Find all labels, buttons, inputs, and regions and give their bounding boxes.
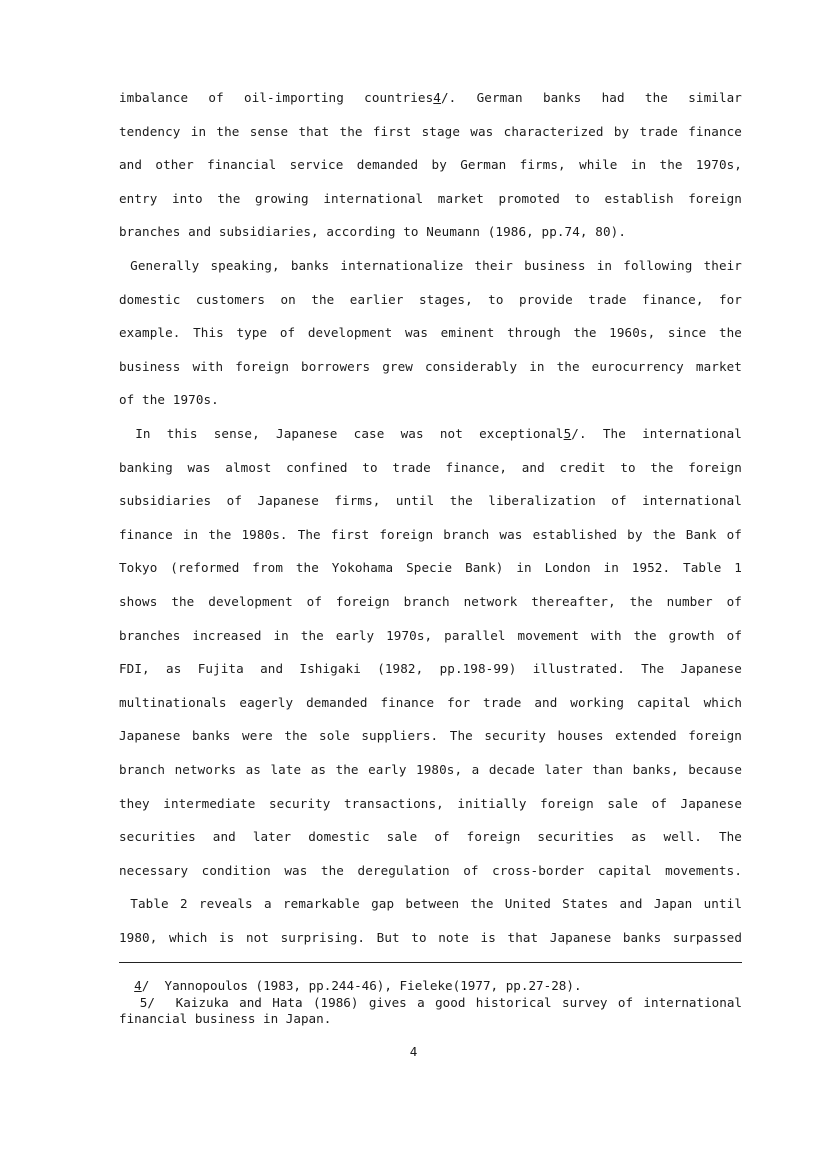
body-line	[119, 796, 742, 812]
footnote-text: / Yannopoulos (1983, pp.244-46), Fieleke(1977, pp.27-28).	[141, 978, 582, 993]
body-text: necessary condition was the deregulation of cross-border capital movements.	[119, 862, 742, 878]
body-text: imbalance of oil-importing countries	[119, 90, 434, 105]
body-text: 1980, which is not surprising. But to note is that Japanese banks surpassed	[119, 930, 742, 945]
body-text: Tokyo (reformed from the Yokohama Specie Bank) in London in 1952. Table 1	[119, 560, 742, 576]
body-text: they intermediate security transactions, initially foreign sale of Japanese	[119, 795, 742, 811]
body-line	[119, 728, 742, 744]
body-text: business with foreign borrowers grew considerably in the eurocurrency market	[119, 358, 742, 374]
footnote-reference: 5	[563, 426, 572, 441]
footnote-line	[119, 1011, 742, 1027]
body-text: shows the development of foreign branch network thereafter, the number of	[119, 594, 742, 609]
footnote-text: financial business in Japan.	[119, 1011, 332, 1026]
body-line	[119, 493, 742, 509]
footnote-rule	[119, 962, 742, 963]
body-text: Japanese banks were the sole suppliers. The security houses extended foreign	[119, 728, 742, 744]
footnote-line	[119, 995, 742, 1011]
body-text: tendency in the sense that the first stage was characterized by trade finance	[119, 123, 742, 139]
footnote-line	[119, 978, 742, 994]
body-line	[119, 124, 742, 140]
body-text: domestic customers on the earlier stages, to provide trade finance, for	[119, 291, 742, 307]
body-text: branches and subsidiaries, according to Neumann (1986, pp.74, 80).	[119, 224, 627, 240]
footnote-text	[119, 978, 134, 993]
body-line	[119, 258, 742, 274]
body-text: of the 1970s.	[119, 392, 219, 408]
body-line	[119, 224, 742, 240]
body-line	[119, 460, 742, 476]
body-text: subsidiaries of Japanese firms, until the liberalization of international	[119, 493, 742, 509]
body-line	[119, 325, 742, 341]
body-line	[119, 191, 742, 207]
body-line	[119, 359, 742, 375]
body-line	[119, 829, 742, 845]
body-line	[119, 527, 742, 543]
body-text: finance in the 1980s. The first foreign branch was established by the Bank of	[119, 526, 742, 542]
body-text: example. This type of development was eminent through the 1960s, since the	[119, 325, 742, 341]
body-line	[119, 896, 742, 912]
body-text: entry into the growing international market promoted to establish foreign	[119, 190, 742, 206]
body-line	[119, 863, 742, 879]
footnote-reference: 4	[134, 978, 142, 993]
body-text: branch networks as late as the early 1980s, a decade later than banks, because	[119, 762, 742, 777]
body-line	[119, 426, 742, 442]
page-number: 4	[409, 1044, 418, 1059]
body-text: multinationals eagerly demanded finance for trade and working capital which	[119, 694, 742, 710]
body-line	[119, 292, 742, 308]
body-text: FDI, as Fujita and Ishigaki (1982, pp.198-99) illustrated. The Japanese	[119, 661, 742, 677]
body-text: Generally speaking, banks internationalize their business in following their	[119, 258, 742, 273]
body-line	[119, 560, 742, 576]
body-text: securities and later domestic sale of foreign securities as well. The	[119, 829, 742, 845]
footnote-text: 5/ Kaizuka and Hata (1986) gives a good historical survey of international	[119, 994, 742, 1010]
body-text: banking was almost confined to trade finance, and credit to the foreign	[119, 459, 742, 475]
body-text: /. The international	[571, 426, 742, 441]
body-text: branches increased in the early 1970s, parallel movement with the growth of	[119, 627, 742, 643]
body-line	[119, 628, 742, 644]
body-line	[119, 762, 742, 778]
body-line	[119, 157, 742, 173]
body-text: In this sense, Japanese case was not exceptional	[119, 426, 564, 441]
body-line	[119, 90, 742, 106]
body-text: and other financial service demanded by German firms, while in the 1970s,	[119, 157, 742, 173]
footnote-reference: 4	[433, 90, 441, 105]
body-line	[119, 392, 742, 408]
body-line	[119, 594, 742, 610]
body-line	[119, 661, 742, 677]
body-line	[119, 695, 742, 711]
body-line	[119, 930, 742, 946]
body-text: /. German banks had the similar	[440, 90, 742, 105]
body-text: Table 2 reveals a remarkable gap between the United States and Japan until	[119, 896, 742, 912]
